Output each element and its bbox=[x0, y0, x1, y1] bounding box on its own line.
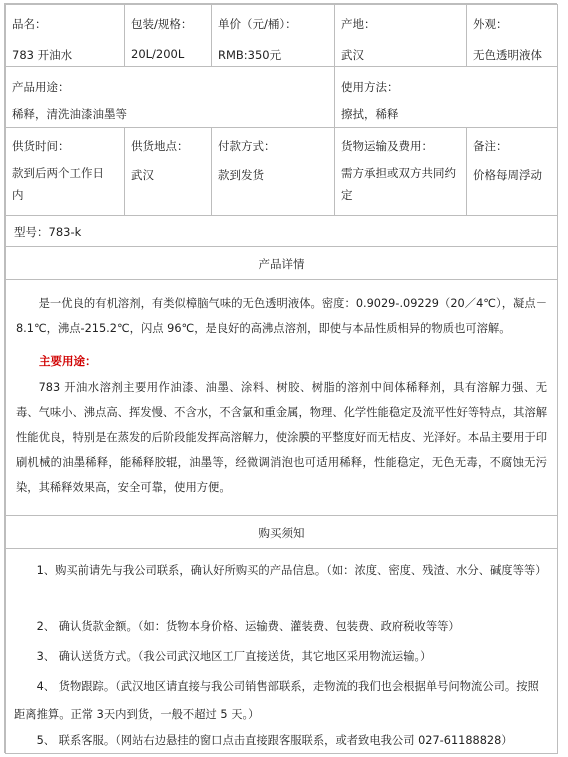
payment-label: 付款方式： bbox=[218, 139, 276, 153]
price-value: RMB:350元 bbox=[218, 48, 282, 62]
method-value: 擦拭，稀释 bbox=[341, 107, 399, 121]
product-table bbox=[4, 3, 557, 753]
packing-label: 包装/规格： bbox=[131, 17, 193, 31]
purchase-item: 2、 确认货款金额。（如：货物本身价格、运输费、灌装费、包装费、政府税收等等） bbox=[36, 620, 460, 633]
supply-place-label: 供货地点： bbox=[131, 139, 189, 153]
product-name-label: 品名： bbox=[12, 17, 47, 31]
supply-place-value: 武汉 bbox=[131, 168, 154, 182]
appearance-cell bbox=[466, 4, 558, 67]
usage-cell bbox=[5, 66, 335, 128]
details-body-cell bbox=[5, 279, 558, 516]
purchase-body-cell bbox=[5, 548, 558, 754]
supply-time-label: 供货时间： bbox=[12, 139, 70, 153]
payment-cell bbox=[211, 127, 335, 216]
method-cell bbox=[334, 66, 558, 128]
packing-value: 20L/200L bbox=[131, 47, 185, 61]
details-title-cell bbox=[5, 246, 558, 280]
appearance-value: 无色透明液体 bbox=[473, 48, 542, 62]
remark-value: 价格每周浮动 bbox=[473, 168, 542, 182]
details-intro: 是一优良的有机溶剂，有类似樟脑气味的无色透明液体。密度：0.9029-.09229（20／4℃），凝点－8.1℃，沸点-215.2℃，闪点 96℃，是良好的高沸点溶剂，即使与本品性质相异的物质也可溶解。 bbox=[16, 297, 547, 335]
purchase-title: 购买须知 bbox=[258, 526, 305, 540]
purchase-title-cell bbox=[5, 515, 558, 549]
purchase-item: 5、 联系客服。（网站右边悬挂的窗口点击直接跟客服联系，或者致电我公司 027-61188828） bbox=[36, 734, 513, 747]
purchase-item: 1、购买前请先与我公司联系，确认好所购买的产品信息。（如：浓度、密度、残渣、水分、碱度等等） bbox=[36, 564, 547, 577]
purchase-item: 4、 货物跟踪。（武汉地区请直接与我公司销售部联系，走物流的我们也会根据单号问物流公司。按照距离推算。正常 3天内到货，一般不超过 5 天。） bbox=[14, 680, 539, 721]
product-name-cell bbox=[5, 4, 125, 67]
usage-label: 产品用途： bbox=[12, 80, 70, 94]
origin-value: 武汉 bbox=[341, 48, 364, 62]
details-title: 产品详情 bbox=[258, 257, 305, 271]
supply-place-cell bbox=[124, 127, 212, 216]
remark-cell bbox=[466, 127, 558, 216]
packing-cell bbox=[124, 4, 212, 67]
remark-label: 备注： bbox=[473, 139, 508, 153]
main-use-text: 783 开油水溶剂主要用作油漆、油墨、涂料、树胶、树脂的溶剂中间体稀释剂，具有溶解力强、无毒、气味小、沸点高、挥发慢、不含水，不含氯和重金属，物理、化学性能稳定及流平性好等特点，其溶解性能优良，特别是在蒸发的后阶段能发挥高溶解力，使涂膜的平整度好而无桔皮、光泽好。本品主要用于印刷机械的油墨稀释，能稀释胶辊，油墨等，经微调消泡也可适用稀释，性能稳定，无色无毒，不腐蚀无污染，其稀释效果高，安全可靠，使用方便。 bbox=[16, 381, 547, 494]
model-cell bbox=[5, 215, 558, 247]
price-label: 单价（元/桶）： bbox=[218, 17, 297, 31]
main-use-heading: 主要用途： bbox=[39, 354, 97, 368]
supply-time-value: 款到后两个工作日内 bbox=[12, 166, 104, 202]
freight-value: 需方承担或双方共同约定 bbox=[341, 166, 456, 202]
price-cell bbox=[211, 4, 335, 67]
supply-time-cell bbox=[5, 127, 125, 216]
origin-cell bbox=[334, 4, 467, 67]
usage-value: 稀释，清洗油漆油墨等 bbox=[12, 107, 127, 121]
freight-label: 货物运输及费用： bbox=[341, 139, 433, 153]
appearance-label: 外观： bbox=[473, 17, 508, 31]
payment-value: 款到发货 bbox=[218, 168, 264, 182]
freight-cell bbox=[334, 127, 467, 216]
purchase-item: 3、 确认送货方式。（我公司武汉地区工厂直接送货，其它地区采用物流运输。） bbox=[36, 650, 432, 663]
method-label: 使用方法： bbox=[341, 80, 399, 94]
product-name-value: 783 开油水 bbox=[12, 48, 73, 62]
origin-label: 产地： bbox=[341, 17, 376, 31]
model-value: 型号：783-k bbox=[14, 225, 82, 239]
